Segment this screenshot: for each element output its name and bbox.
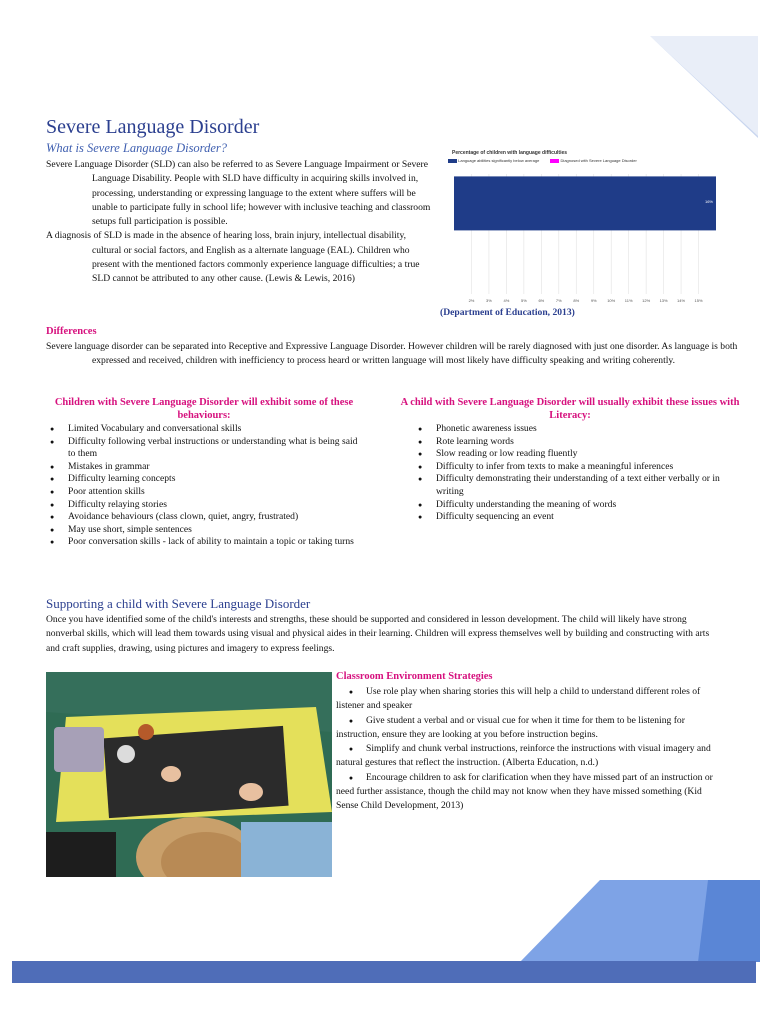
bullet-icon: ● (348, 716, 354, 725)
legend-label-1: Language abilities significantly below average (458, 158, 540, 163)
chart (446, 146, 718, 310)
behaviours-list (46, 423, 366, 549)
behaviours-heading: Children with Severe Language Disorder will exhibit some of these behaviours: (54, 397, 354, 421)
intro-paragraph-1: Severe Language Disorder (SLD) can also be referred to as Severe Language Impairment or Severe Language Disability. People with SLD have difficulty in acquiring skills involved in, processing, understanding or expressing language to the extent where suffers will be unable to participate fully in school life; however with inclusive teaching and classroom setups full participation is possible. (46, 159, 431, 228)
x-tick-label: 13% (659, 298, 668, 303)
chart-caption: (Department of Education, 2013) (440, 307, 575, 318)
strategy-item (336, 771, 726, 814)
literacy-item: ● Difficulty understanding the meaning of words (414, 499, 734, 512)
x-tick-label: 7% (555, 298, 562, 303)
literacy-item: ● Slow reading or low reading fluently (414, 448, 734, 461)
footer-bar (12, 961, 756, 983)
bar-data-label: 16% (704, 198, 713, 204)
x-tick-label: 14% (677, 298, 686, 303)
strategy-item (336, 742, 726, 771)
legend-swatch-2 (550, 159, 559, 163)
literacy-item: ● Difficulty sequencing an event (414, 511, 734, 524)
chart-legend (448, 158, 718, 163)
strategy-text: Use role play when sharing stories this will help a child to understand different roles of listener and speaker (336, 686, 701, 712)
behaviour-item: ● Mistakes in grammar (46, 461, 366, 474)
chart-plot (446, 168, 718, 308)
strategies-heading: Classroom Environment Strategies (336, 671, 493, 682)
literacy-item: ● Phonetic awareness issues (414, 423, 734, 436)
x-tick-label: 8% (573, 298, 580, 303)
x-tick-label: 6% (538, 298, 545, 303)
bullet-icon: ● (348, 688, 354, 696)
x-tick-label: 5% (520, 298, 527, 303)
literacy-item: ● Difficulty to infer from texts to make a meaningful inferences (414, 461, 734, 474)
bullet-icon: ● (348, 745, 354, 754)
behaviour-item: ● May use short, simple sentences (46, 524, 366, 537)
x-tick-label: 12% (642, 298, 651, 303)
x-tick-label: 10% (607, 298, 616, 303)
literacy-item: ● Difficulty demonstrating their understanding of a text either verbally or in writing (414, 473, 734, 498)
literacy-list (414, 423, 734, 524)
x-tick-label: 4% (503, 298, 510, 303)
page-title: Severe Language Disorder (46, 116, 260, 138)
intro-paragraph-2: A diagnosis of SLD is made in the absence of hearing loss, brain injury, intellectual disability, cultural or social factors, and English as a alternate language (EAL). Children who present with the mentioned factors commonly experience language difficulties; a true SLD cannot be attributed to any other cause. (Lewis & Lewis, 2016) (46, 230, 420, 285)
behaviour-item: ● Limited Vocabulary and conversational skills (46, 423, 366, 436)
behaviour-item: ● Poor conversation skills - lack of ability to maintain a topic or taking turns (46, 536, 366, 549)
x-tick-label: 9% (590, 298, 597, 303)
x-tick-label: 3% (486, 298, 492, 303)
strategy-text: Simplify and chunk verbal instructions, reinforce the instructions with visual imagery and natural gestures that reflect the instruction. (Alberta Education, n.d.) (336, 743, 711, 769)
literacy-heading: A child with Severe Language Disorder will usually exhibit these issues with Literacy: (400, 397, 740, 421)
supporting-heading: Supporting a child with Severe Language Disorder (46, 596, 311, 611)
section-subtitle: What is Severe Language Disorder? (46, 141, 227, 155)
behaviour-item: ● Difficulty following verbal instructions or understanding what is being said to them (46, 436, 366, 461)
strategy-item (336, 714, 726, 743)
differences-text: Severe language disorder can be separated into Receptive and Expressive Language Disorder. However children will be rarely diagnosed with just one disorder. As language is both expressed and received, children with inefficiency to process heard or written language will most likely have difficulty speaking and writing coherently. (46, 341, 738, 367)
bar-1 (454, 176, 716, 230)
strategy-text: Encourage children to ask for clarification when they have missed part of an instruction or need further assistance, though the child may not know when they have missed something (Kid Sense Child Development, 2013) (336, 771, 713, 812)
x-tick-label: 11% (624, 298, 633, 303)
x-tick-label: 15% (694, 298, 703, 303)
x-tick-label: 2% (468, 298, 475, 303)
behaviour-item: ● Difficulty relaying stories (46, 499, 366, 512)
classroom-activity-photo (46, 672, 332, 877)
strategy-item (336, 685, 726, 714)
legend-label-2: Diagnosed with Severe Language Disorder (560, 158, 637, 163)
literacy-item: ● Rote learning words (414, 436, 734, 449)
corner-decoration-bottom (520, 880, 760, 962)
strategies-list (336, 685, 726, 814)
differences-heading: Differences (46, 326, 97, 337)
behaviour-item: ● Difficulty learning concepts (46, 473, 366, 486)
behaviour-item: ● Avoidance behaviours (class clown, quiet, angry, frustrated) (46, 511, 366, 524)
intro-section (46, 158, 434, 287)
corner-decoration-top (640, 36, 760, 138)
supporting-text: Once you have identified some of the child's interests and strengths, these should be supported and considered in lesson development. The child will likely have strong nonverbal skills, which will lead them towards using visual and physical aides in their learning. Children will express themselves well by building and constructing with arts and craft supplies, drawing, using pictures and imagery to express feelings. (46, 614, 710, 654)
behaviour-item: ● Poor attention skills (46, 486, 366, 499)
strategy-text: Give student a verbal and or visual cue for when it time for them to be listening for instruction, ensure they are looking at you before instruction begins. (336, 714, 685, 740)
chart-title: Percentage of children with language difficulties (452, 150, 568, 156)
bullet-icon: ● (348, 773, 354, 782)
legend-swatch-1 (448, 159, 457, 163)
